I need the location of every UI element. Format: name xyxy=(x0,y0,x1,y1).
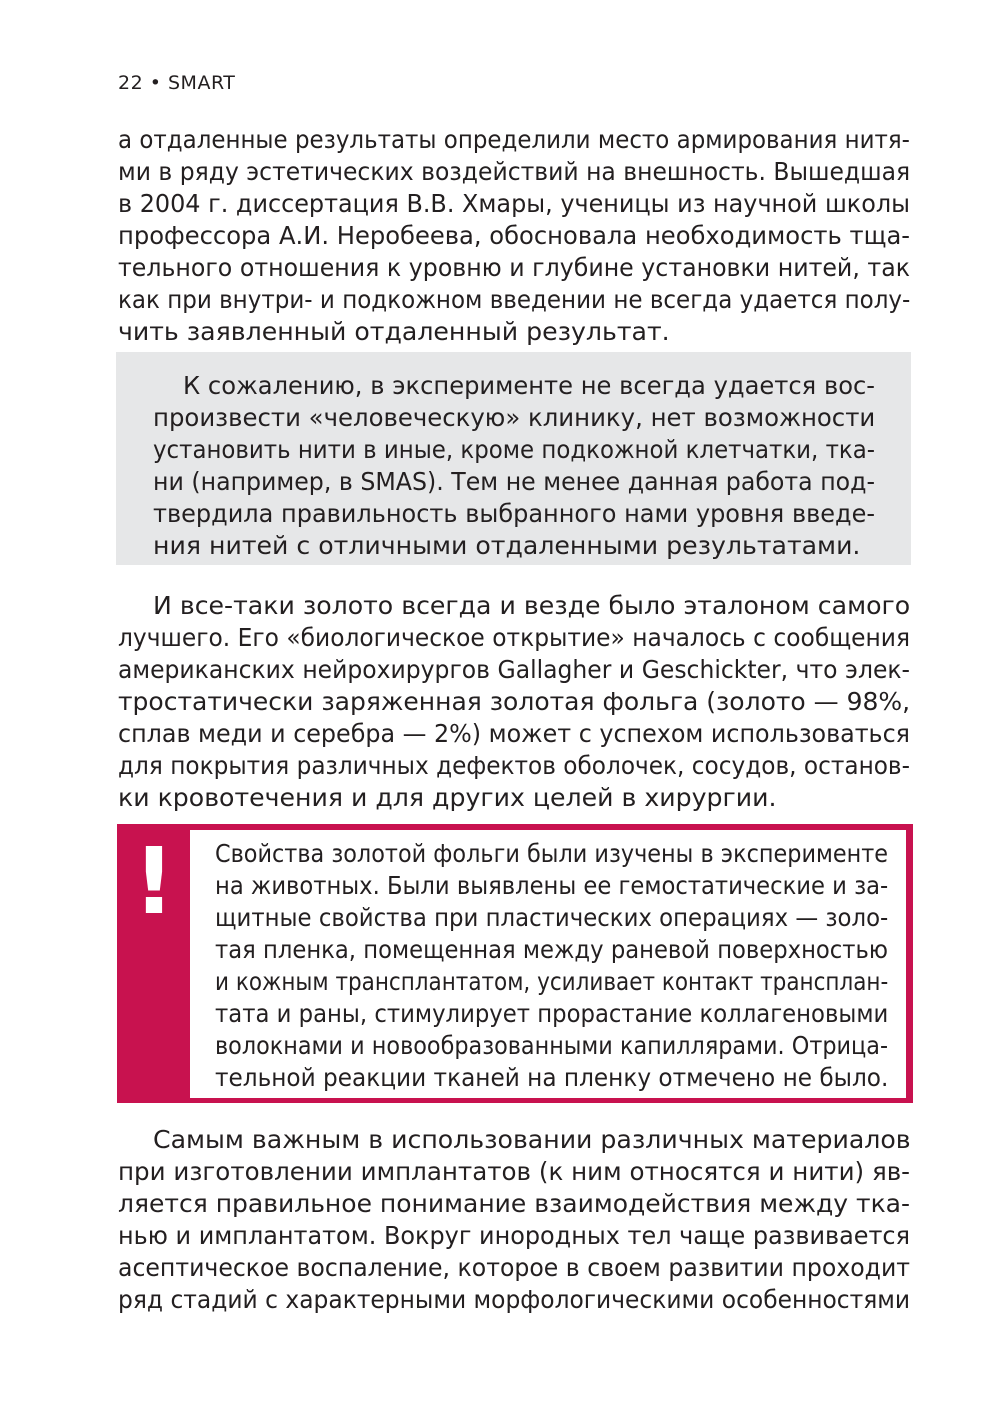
text-line: нью и имплантатом. Вокруг инородных тел чаще развивается xyxy=(118,1221,910,1250)
text-line: профессора А.И. Неробеева, обосновала необходимость тща- xyxy=(118,221,911,250)
text-line: чить заявленный отдаленный результат. xyxy=(118,317,670,346)
text-line: при изготовлении имплантатов (к ним относятся и нити) яв- xyxy=(118,1157,911,1186)
text-line: Самым важным в использовании различных материалов xyxy=(153,1125,911,1154)
text-line: тростатически заряженная золотая фольга (золото — 98%, xyxy=(118,687,911,716)
text-line: тая пленка, помещенная между раневой поверхностью xyxy=(215,935,888,964)
text-line: твердила правильность выбранного нами уровня введе- xyxy=(153,499,875,528)
text-line: тата и раны, стимулирует прорастание коллагеновыми xyxy=(215,999,889,1028)
text-line: а отдаленные результаты определили место армирования нитя- xyxy=(118,125,910,154)
text-line: на животных. Были выявлены ее гемостатические и за- xyxy=(215,871,889,900)
text-line: ни (например, в SMAS). Тем не менее данная работа под- xyxy=(153,467,876,496)
text-line: установить нити в иные, кроме подкожной клетчатки, тка- xyxy=(153,435,876,464)
text-line: лучшего. Его «биологическое открытие» началось с сообщения xyxy=(118,623,910,652)
text-line: американских нейрохирургов Gallagher и Geschickter, что элек- xyxy=(118,655,911,684)
text-line: щитные свойства при пластических операциях — золо- xyxy=(215,903,889,932)
text-line: К сожалению, в эксперименте не всегда удается вос- xyxy=(183,371,876,400)
text-line: И все-таки золото всегда и везде было эталоном самого xyxy=(153,591,911,620)
text-line: Свойства золотой фольги были изучены в эксперименте xyxy=(215,839,889,868)
text-line: в 2004 г. диссертация В.В. Хмары, ученицы из научной школы xyxy=(118,189,910,218)
text-line: сплав меди и серебра — 2%) может с успехом использоваться xyxy=(118,719,910,748)
text-line: тельного отношения к уровню и глубине установки нитей, так xyxy=(118,253,910,282)
exclamation-icon: ! xyxy=(133,828,175,935)
running-header xyxy=(118,72,235,94)
header-separator: • xyxy=(149,72,162,94)
text-line: ния нитей с отличными отдаленными результатами. xyxy=(153,531,861,560)
text-line: как при внутри- и подкожном введении не всегда удается полу- xyxy=(118,285,911,314)
text-line: асептическое воспаление, которое в своем развитии проходит xyxy=(118,1253,911,1282)
text-line: ляется правильное понимание взаимодействия между тка- xyxy=(118,1189,911,1218)
text-line: тельной реакции тканей на пленку отмечено не было. xyxy=(215,1063,889,1092)
text-line: волокнами и новообразованными капиллярами. Отрица- xyxy=(215,1031,889,1060)
page-number: 22 xyxy=(118,72,144,94)
text-line: ряд стадий с характерными морфологическими особенностями xyxy=(118,1285,911,1314)
text-line: для покрытия различных дефектов оболочек, сосудов, останов- xyxy=(118,751,910,780)
text-line: ми в ряду эстетических воздействий на внешность. Вышедшая xyxy=(118,157,911,186)
section-title: SMART xyxy=(168,72,236,94)
text-line: ки кровотечения и для других целей в хирургии. xyxy=(118,783,777,812)
text-line: произвести «человеческую» клинику, нет возможности xyxy=(153,403,876,432)
text-line: и кожным трансплантатом, усиливает контакт трансплан- xyxy=(215,967,889,996)
